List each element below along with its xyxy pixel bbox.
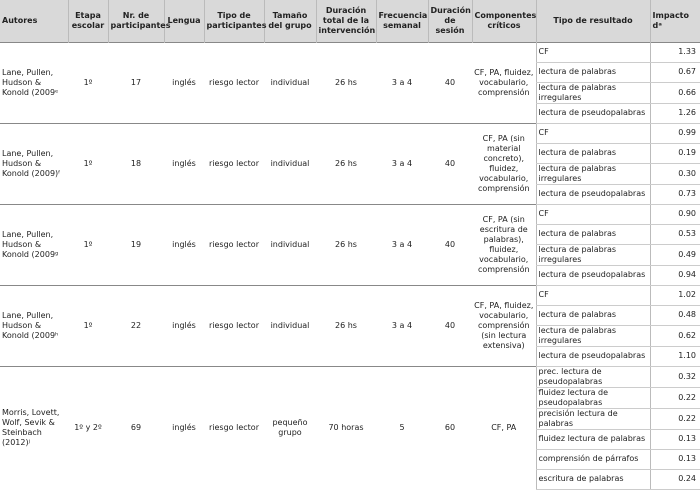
result-impact: 0.62 [650,325,700,346]
column-header: Componentes críticos [472,0,536,42]
result-type: CF [536,42,650,62]
result-type: lectura de palabras [536,143,650,163]
result-impact: 0.66 [650,82,700,103]
study-authors: Lane, Pullen, Hudson & Konold (2009ᵍ [0,204,68,285]
result-impact: 0.22 [650,408,700,429]
result-type: CF [536,204,650,224]
result-type: escritura de palabras [536,469,650,489]
study-participant-type: riesgo lector [204,42,264,123]
result-impact: 0.67 [650,62,700,82]
result-impact: 1.26 [650,103,700,123]
result-type: lectura de pseudopalabras [536,184,650,204]
study-participants: 22 [108,285,164,366]
study-language: inglés [164,366,204,489]
table-header [0,0,700,42]
study-participants: 17 [108,42,164,123]
study-total-duration: 70 horas [316,366,376,489]
table-row [0,285,700,305]
result-type: lectura de palabras [536,62,650,82]
study-session-duration: 40 [428,204,472,285]
study-school-stage: 1º [68,285,108,366]
study-school-stage: 1º [68,123,108,204]
result-impact: 0.13 [650,429,700,449]
result-type: lectura de palabras irregulares [536,82,650,103]
study-weekly-frequency: 3 a 4 [376,204,428,285]
column-header: Tipo de resultado [536,0,650,42]
table-row [0,42,700,62]
result-type: comprensión de párrafos [536,449,650,469]
study-participants: 19 [108,204,164,285]
result-type: lectura de palabras [536,305,650,325]
study-group-size: pequeño grupo [264,366,316,489]
study-authors: Lane, Pullen, Hudson & Konold (2009ᵉ [0,42,68,123]
study-components: CF, PA (sin material concreto), fluidez, vocabulario, comprensión [472,123,536,204]
study-total-duration: 26 hs [316,285,376,366]
study-group-size: individual [264,42,316,123]
column-header: Frecuencia semanal [376,0,428,42]
study-session-duration: 40 [428,285,472,366]
result-impact: 0.30 [650,163,700,184]
study-participant-type: riesgo lector [204,204,264,285]
result-impact: 0.49 [650,244,700,265]
study-school-stage: 1º y 2º [68,366,108,489]
column-header: Duración total de la intervención [316,0,376,42]
study-participant-type: riesgo lector [204,285,264,366]
study-participant-type: riesgo lector [204,366,264,489]
column-header: Autores [0,0,68,42]
study-authors: Lane, Pullen, Hudson & Konold (2009ʰ [0,285,68,366]
result-impact: 0.73 [650,184,700,204]
result-type: lectura de pseudopalabras [536,265,650,285]
column-header: Impacto dᵃ [652,10,689,30]
table-row [0,204,700,224]
study-language: inglés [164,42,204,123]
column-header: Nr. de participantes [108,0,164,42]
result-impact: 0.24 [650,469,700,489]
study-components: CF, PA [472,366,536,489]
result-impact: 0.32 [650,366,700,387]
column-header: Tamaño del grupo [264,0,316,42]
result-type: lectura de palabras irregulares [536,163,650,184]
study-weekly-frequency: 5 [376,366,428,489]
result-impact: 1.02 [650,285,700,305]
study-language: inglés [164,285,204,366]
result-type: CF [536,123,650,143]
result-impact: 0.99 [650,123,700,143]
column-header: Etapa escolar [68,0,108,42]
result-impact: 1.10 [650,346,700,366]
study-group-size: individual [264,285,316,366]
column-header: Tipo de participantes [204,0,264,42]
result-type: lectura de palabras irregulares [536,325,650,346]
study-participants: 18 [108,123,164,204]
study-session-duration: 40 [428,42,472,123]
study-authors: Lane, Pullen, Hudson & Konold (2009)ᶠ [0,123,68,204]
study-group-size: individual [264,204,316,285]
study-components: CF, PA, fluidez, vocabulario, comprensión (sin lectura extensiva) [472,285,536,366]
result-impact: 0.90 [650,204,700,224]
column-header: Duración de sesión [428,0,472,42]
study-group-size: individual [264,123,316,204]
result-type: lectura de palabras irregulares [536,244,650,265]
study-weekly-frequency: 3 a 4 [376,123,428,204]
study-total-duration: 26 hs [316,123,376,204]
study-school-stage: 1º [68,204,108,285]
table-row [0,366,700,387]
study-components: CF, PA (sin escritura de palabras), fluidez, vocabulario, comprensión [472,204,536,285]
column-header: Lengua [164,0,204,42]
study-session-duration: 40 [428,123,472,204]
result-type: lectura de palabras [536,224,650,244]
result-impact: 0.22 [650,387,700,408]
result-impact: 0.94 [650,265,700,285]
result-type: prec. lectura de pseudopalabras [536,366,650,387]
result-type: CF [536,285,650,305]
study-total-duration: 26 hs [316,204,376,285]
study-total-duration: 26 hs [316,42,376,123]
study-components: CF, PA, fluidez, vocabulario, comprensión [472,42,536,123]
study-participants: 69 [108,366,164,489]
study-weekly-frequency: 3 a 4 [376,42,428,123]
study-language: inglés [164,204,204,285]
table-row [0,123,700,143]
result-impact: 0.19 [650,143,700,163]
study-authors: Morris, Lovett, Wolf, Sevik & Steinbach (2012)ʲ [0,366,68,489]
result-type: lectura de pseudopalabras [536,346,650,366]
result-type: fluidez lectura de pseudopalabras [536,387,650,408]
table-body [0,42,700,489]
study-school-stage: 1º [68,42,108,123]
result-impact: 0.13 [650,449,700,469]
result-type: precisión lectura de palabras [536,408,650,429]
result-type: fluidez lectura de palabras [536,429,650,449]
study-session-duration: 60 [428,366,472,489]
study-participant-type: riesgo lector [204,123,264,204]
result-impact: 0.53 [650,224,700,244]
result-type: lectura de pseudopalabras [536,103,650,123]
result-impact: 1.33 [650,42,700,62]
study-language: inglés [164,123,204,204]
result-impact: 0.48 [650,305,700,325]
study-weekly-frequency: 3 a 4 [376,285,428,366]
